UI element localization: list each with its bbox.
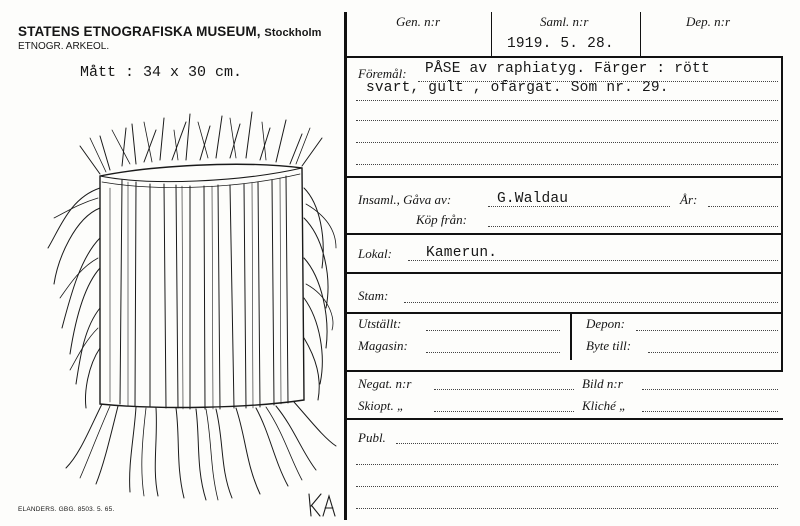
depon-label: Depon: <box>586 316 625 331</box>
publ-dotted-1 <box>396 443 778 444</box>
museum-name <box>18 24 322 39</box>
kop-label: Köp från: <box>416 212 467 227</box>
museum-title: STATENS ETNOGRAFISKA MUSEUM, <box>18 24 261 39</box>
foremal-dotted-1 <box>418 81 778 82</box>
exhibit-rule <box>346 370 783 372</box>
header-rule <box>346 56 783 58</box>
byte-label: Byte till: <box>586 338 632 353</box>
header-divider-1 <box>491 12 492 56</box>
lokal-dotted <box>408 260 778 261</box>
signature <box>305 490 341 518</box>
foremal-dotted-3 <box>356 120 778 121</box>
publ-dotted-3 <box>356 486 778 487</box>
bild-label: Bild n:r <box>582 376 623 391</box>
utstallt-dotted <box>426 330 560 331</box>
photo-rule <box>346 418 783 420</box>
negat-dotted <box>434 389 574 390</box>
kop-dotted <box>488 226 778 227</box>
card-divider <box>344 12 347 520</box>
bild-dotted <box>642 389 778 390</box>
negat-label: Negat. n:r <box>358 376 412 391</box>
object-size: Mått : 34 x 30 cm. <box>80 64 243 81</box>
bag-drawing <box>40 108 340 503</box>
utstallt-label: Utställt: <box>358 316 402 331</box>
insaml-label: Insaml., Gåva av: <box>358 192 452 207</box>
publ-dotted-4 <box>356 508 778 509</box>
lokal-label: Lokal: <box>358 246 392 261</box>
department: ETNOGR. ARKEOL. <box>18 41 110 52</box>
magasin-dotted <box>426 352 560 353</box>
foremal-rule <box>346 176 783 178</box>
foremal-label: Föremål: <box>358 66 407 81</box>
foremal-line-2: svart, gult , ofärgat. Som nr. 29. <box>366 80 669 96</box>
skiopt-label: Skiopt. „ <box>358 398 405 413</box>
dep-number-label: Dep. n:r <box>686 14 731 29</box>
insaml-dotted <box>488 206 670 207</box>
printer-imprint: ELANDERS. GBG. 8503. 5. 65. <box>18 506 115 513</box>
publ-label: Publ. <box>358 430 386 445</box>
ar-dotted <box>708 206 778 207</box>
foremal-dotted-2 <box>356 100 778 101</box>
ar-label: År: <box>680 192 698 207</box>
right-border <box>781 58 783 372</box>
saml-number-value: 1919. 5. 28. <box>507 36 614 52</box>
stam-dotted <box>404 302 778 303</box>
stam-rule <box>346 312 783 314</box>
foremal-dotted-5 <box>356 164 778 165</box>
foremal-line-1: PÅSE av raphiatyg. Färger : rött <box>425 61 710 77</box>
insaml-rule <box>346 233 783 235</box>
byte-dotted <box>648 352 778 353</box>
insaml-value: G.Waldau <box>497 191 569 207</box>
museum-city: Stockholm <box>264 27 322 39</box>
header-divider-2 <box>640 12 641 56</box>
saml-number-label: Saml. n:r <box>540 14 589 29</box>
depon-dotted <box>636 330 778 331</box>
stam-label: Stam: <box>358 288 389 303</box>
gen-number-label: Gen. n:r <box>396 14 441 29</box>
foremal-dotted-4 <box>356 142 778 143</box>
skiopt-dotted <box>434 411 574 412</box>
lokal-value: Kamerun. <box>426 245 498 261</box>
lokal-rule <box>346 272 783 274</box>
kliche-dotted <box>642 411 778 412</box>
publ-dotted-2 <box>356 464 778 465</box>
kliche-label: Kliché „ <box>582 398 627 413</box>
exhibit-divider <box>570 314 572 360</box>
magasin-label: Magasin: <box>358 338 408 353</box>
